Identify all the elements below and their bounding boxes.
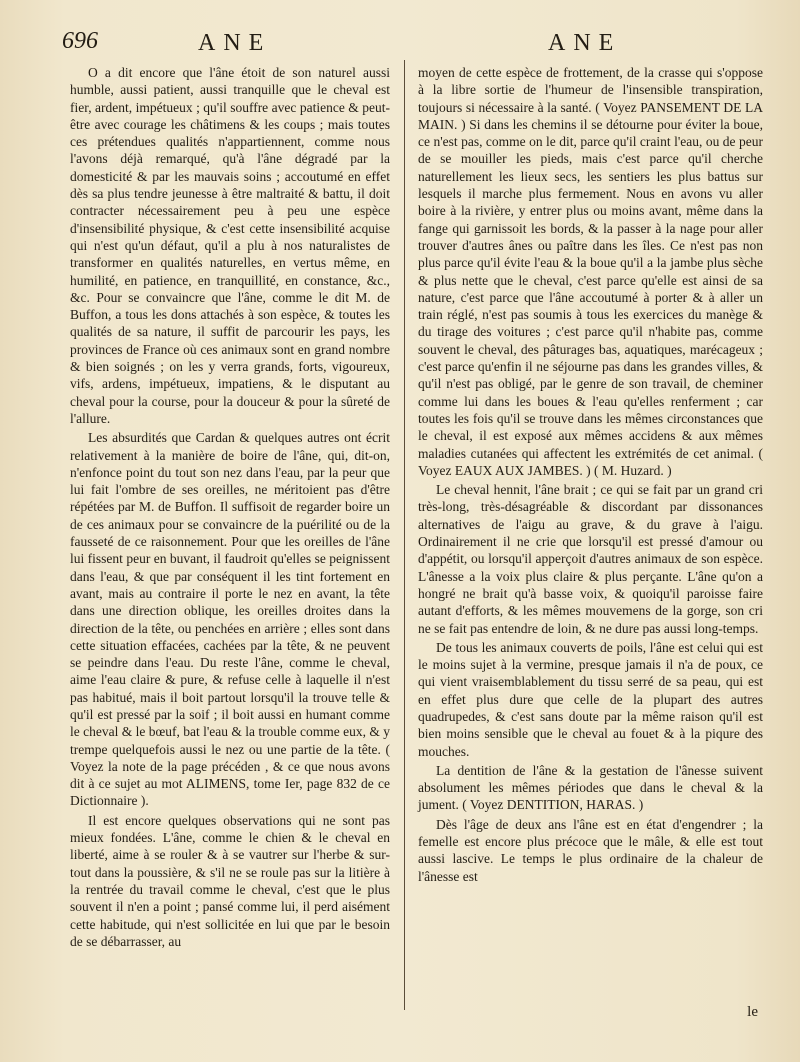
column-divider [404, 60, 405, 1010]
paragraph: moyen de cette espèce de frottement, de la crasse qui s'oppose à la libre sortie de l'humeur de l'insensible transpiration, toujours si nécessaire à la santé. ( Voyez PANSEMENT DE LA MAIN. ) Si dans les chemins il se détourne pour éviter la boue, ce n'est pas, comme on le dit, parce qu'il craint l'eau, ou de peur de se mouiller les pieds, mais c'est parce qu'il cherche naturellement les lieux secs, les sentiers les plus battus sur lesquels il marche plus fermement. Nous en avons vu aller boire à la rivière, y entrer plus ou moins avant, même dans la fange qui garnissoit les bords, & la passer à la nage pour aller trouver d'autres ânes ou paître dans les îles. Ce n'est pas non plus parce qu'il évite l'eau & la boue qu'il a la jambe plus sèche & plus nette que le cheval, c'est parce qu'elle est ainsi de sa nature, c'est parce que l'âne accoutumé à porter & à aller un train réglé, n'est pas soumis à tous les exercices du manège & du tirage des voitures ; c'est parce qu'il n'habite pas, comme souvent le cheval, des pâturages bas, aquatiques, marécageux ; c'est parce qu'enfin il ne séjourne pas dans les grandes villes, & qu'il n'est pas obligé, par le genre de son travail, de cheminer comme lui dans les boues & l'eau qu'elles renferment ; car toutes les fois qu'il se trouve dans les mêmes circonstances que le cheval, il est exposé aux mêmes accidens & aux mêmes maladies cutanées qui affectent les extrémités de cet animal. ( Voyez EAUX AUX JAMBES. ) ( M. Huzard. ) [418, 65, 763, 478]
page-number: 696 [62, 28, 98, 54]
left-column [70, 64, 390, 950]
running-head-left: ANE [198, 30, 272, 56]
paragraph: Les absurdités que Cardan & quelques autres ont écrit relativement à la manière de boire de l'âne, qui, dit-on, n'enfonce point du tout son nez dans l'eau, par la peur que lui fait l'ombre de ses oreilles, ne méritoient pas d'être répétées par M. de Buffon. Il suffisoit de regarder boire un de ces animaux pour se convaincre de la puérilité ou de la fausseté de ce raisonnement. Pour que les oreilles de l'âne lui fissent peur en buvant, il faudroit qu'elles se peignissent dans l'eau, & que par conséquent il les tint fortement en avant, mais au contraire il porte le nez en avant, la tête dans une direction oblique, les oreilles droites dans la direction de la tête, ou penchées en arrière ; elles sont dans cette situation effacées, cachées par la tête, & ne peuvent se peindre dans l'eau. Du reste l'âne, comme le cheval, aime l'eau claire & pure, & refuse celle à laquelle il n'est pas habitué, mais il boit partout lorsqu'il la trouve telle & qu'il est pressé par la soif ; il boit aussi en humant comme le cheval & le bœuf, bat l'eau & la trouble comme eux, & y trempe quelquefois aussi le nez ou une partie de la tête. ( Voyez la note de la page précéden , & ce que nous avons dit à ce sujet au mot ALIMENS, tome Ier, page 832 de ce Dictionnaire ). [70, 430, 390, 809]
paragraph: Dès l'âge de deux ans l'âne est en état d'engendrer ; la femelle est encore plus précoce que le mâle, & elle est tout aussi lascive. Le temps le plus ordinaire de la chaleur de l'ânesse est [418, 816, 763, 884]
paragraph: O a dit encore que l'âne étoit de son naturel aussi humble, aussi patient, aussi tranquille que le cheval est fier, ardent, impétueux ; qu'il souffre avec patience & peut-être avec courage les châtimens & les coups ; mais toutes ces prétendues qualités n'appartiennent, comme nous l'avons déjà remarqué, qu'à l'âne dégradé par la domesticité & par les mauvais soins ; accoutumé en effet dès sa plus tendre jeunesse à être maltraité & battu, il doit contracter nécessairement peu à peu une espèce d'insensibilité physique, & c'est cette insensibilité acquise qui n'est qu'un défaut, qu'il a plu à nos naturalistes de transformer en qualités naturelles, en vertus même, en humilité, en patience, en tranquillité, en constance, &c., &c. Pour se convaincre que l'âne, comme le dit M. de Buffon, a tous les dons attachés à son espèce, & toutes les qualités de sa nature, il suffit de parcourir les pays, les provinces de France où ces animaux sont en grand nombre & bien soignés ; on les y verra grands, forts, vigoureux, vifs, ardens, impétueux, impatiens, & le disputant au cheval pour la course, pour la douceur & pour la sûreté de l'allure. [70, 65, 390, 426]
running-head-right: ANE [548, 30, 622, 56]
paragraph: De tous les animaux couverts de poils, l'âne est celui qui est le moins sujet à la vermine, presque jamais il n'a de poux, ce qui vient vraisemblablement du tissu serré de sa peau, qui est en effet plus dure que celle de la plupart des autres quadrupedes, & c'est sans doute par la même raison qu'il est bien moins sensible que le cheval au fouet & à la piqure des mouches. [418, 639, 763, 759]
paragraph: La dentition de l'âne & la gestation de l'ânesse suivent absolument les mêmes périodes que dans le cheval & la jument. ( Voyez DENTITION, HARAS. ) [418, 762, 763, 813]
right-column [418, 64, 763, 885]
paragraph: Le cheval hennit, l'âne brait ; ce qui se fait par un grand cri très-long, très-désagréable & discordant par dissonances alternatives de l'aigu au grave, & du grave à l'aigu. Ordinairement il ne crie que lorsqu'il est pressé d'amour ou d'appétit, ou lorsqu'il apperçoit d'autres animaux de son espèce. L'ânesse a la voix plus claire & plus perçante. L'âne qu'on a hongré ne brait qu'à basse voix, & quoiqu'il paroisse faire autant d'efforts, & les mêmes mouvemens de la gorge, son cri ne se fait pas entendre de loin, & ne dure pas aussi long-temps. [418, 482, 763, 636]
catchword: le [747, 1004, 758, 1020]
paragraph: Il est encore quelques observations qui ne sont pas mieux fondées. L'âne, comme le chien & le cheval en liberté, aime à se rouler & à se vautrer sur l'herbe & sur-tout dans la poussière, & s'il ne se roule pas sur la litière à la rentrée du travail comme le cheval, c'est que le plus souvent il n'en a point ; pansé comme lui, il perd aisément cette habitude, qui n'est sollicitée en lui que par le besoin de se débarrasser, au [70, 812, 390, 949]
